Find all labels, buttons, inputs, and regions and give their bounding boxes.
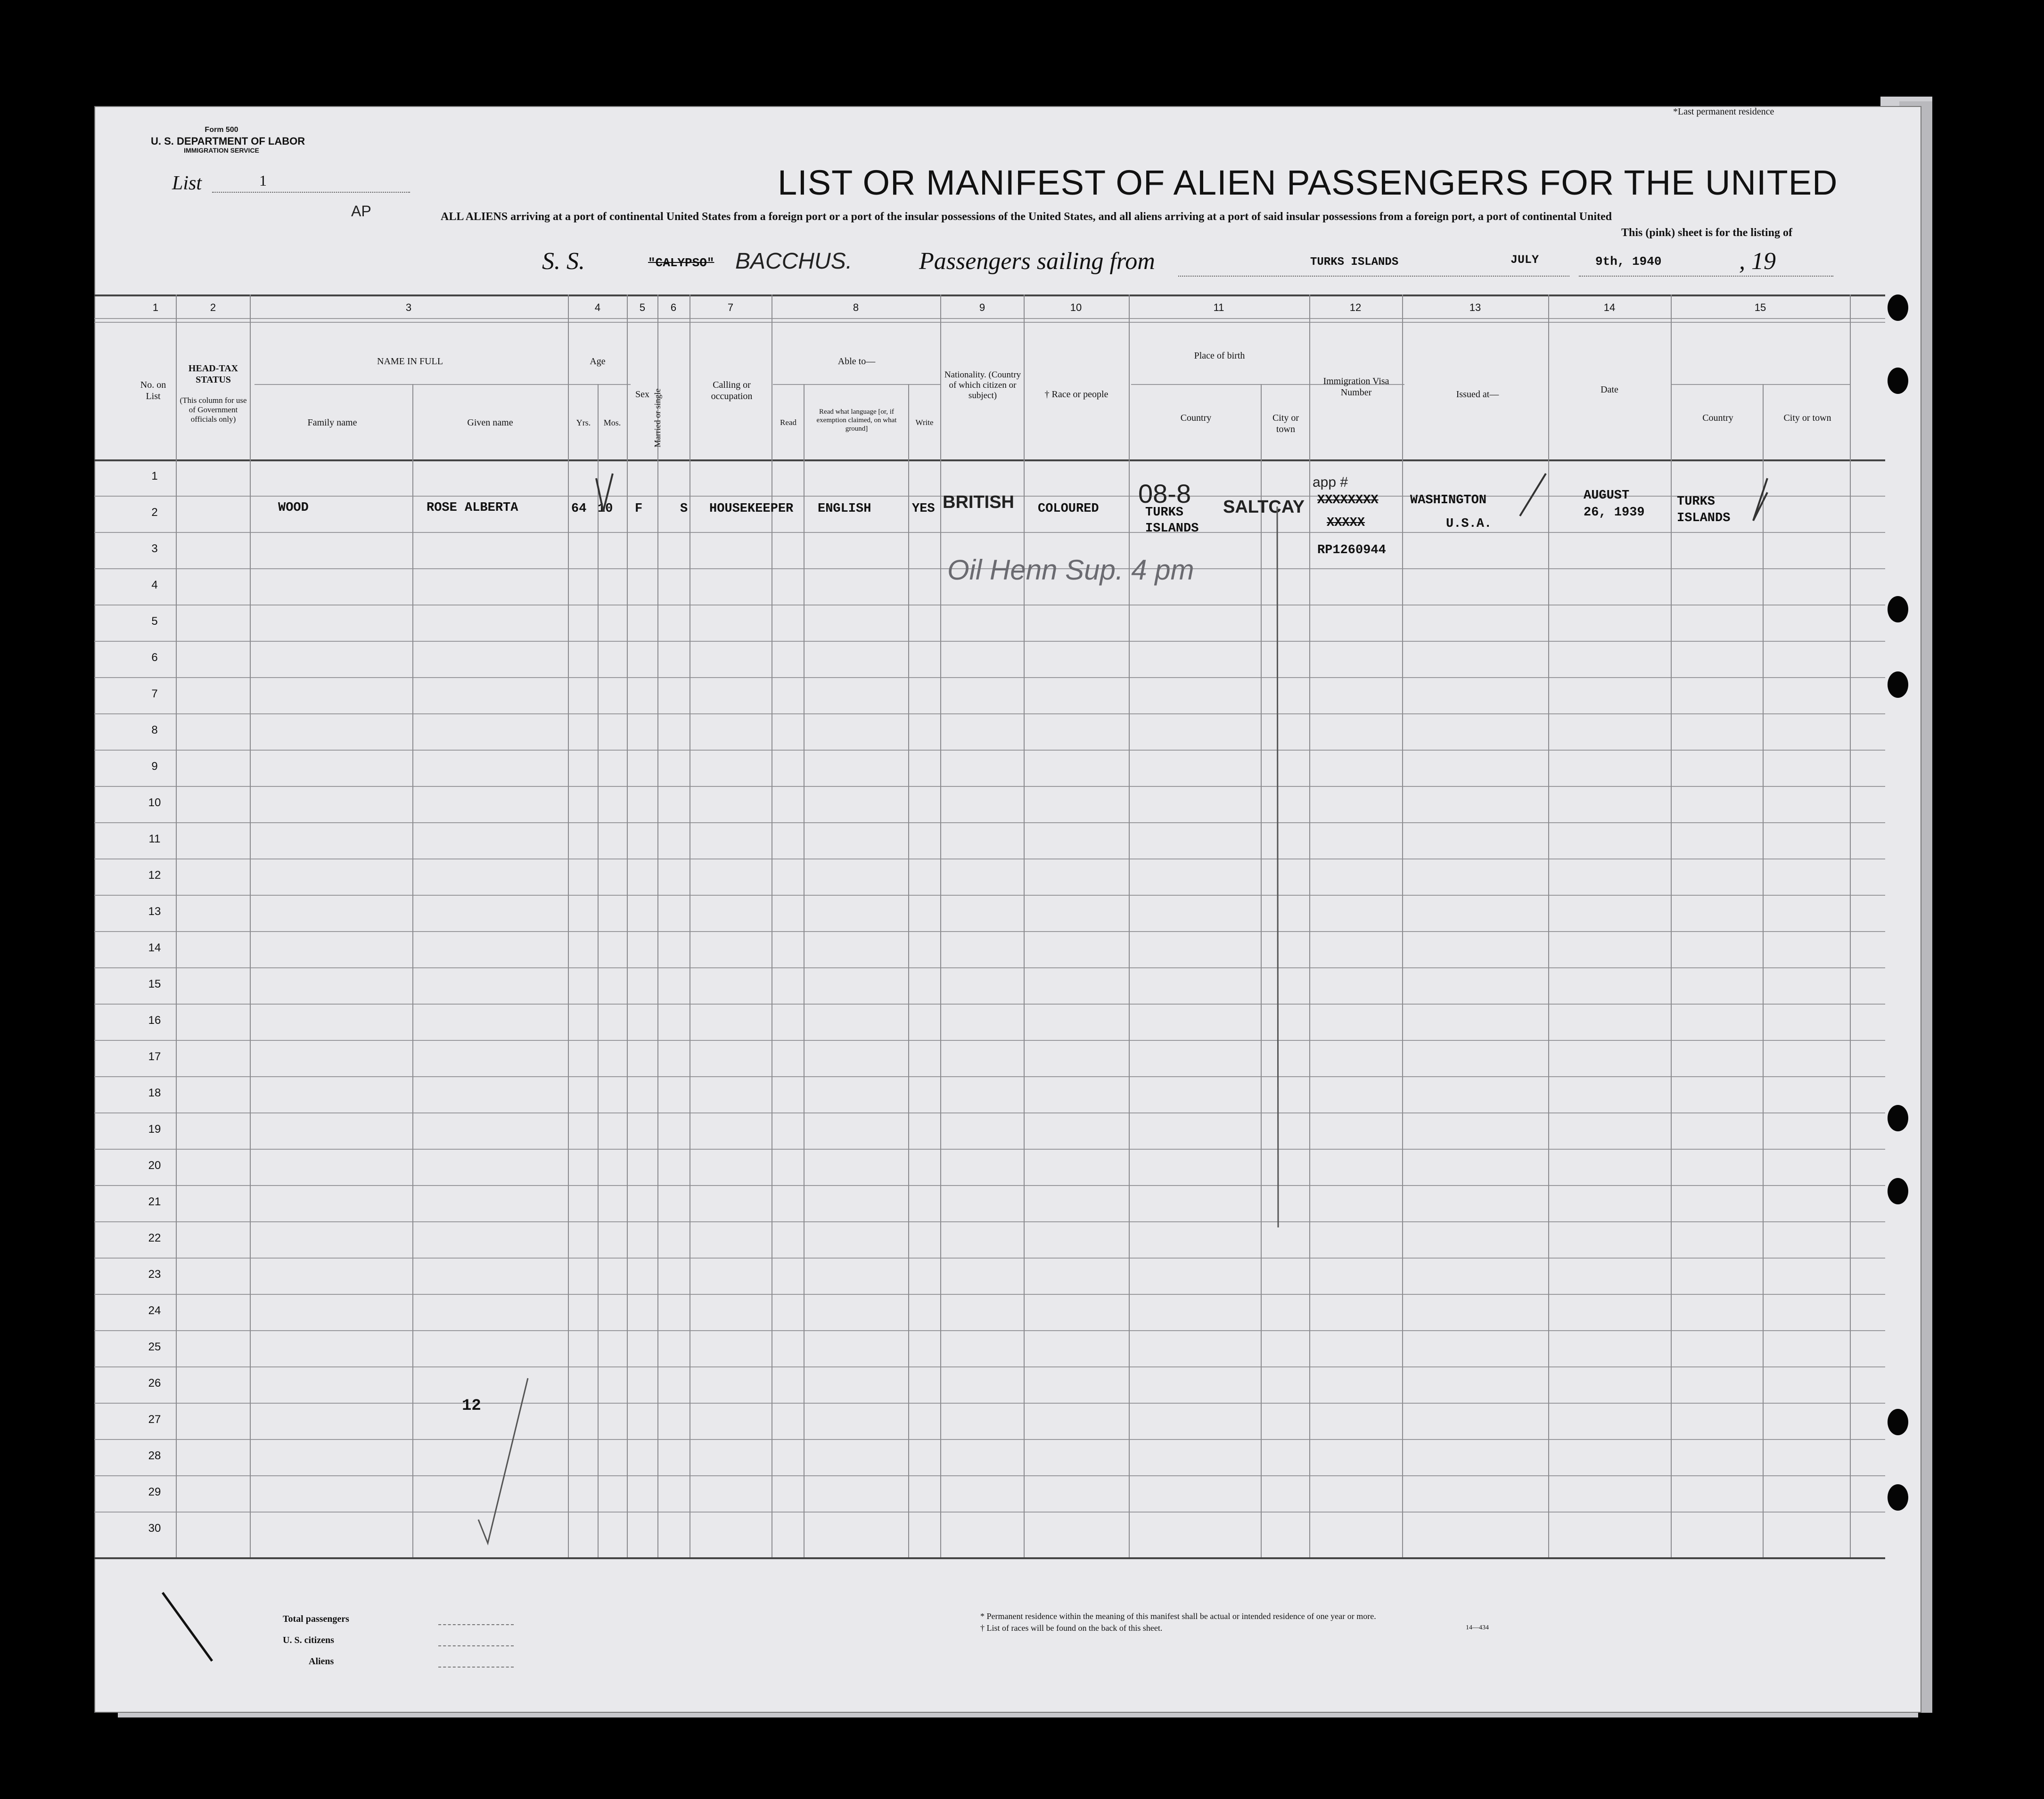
row-number: 1 [151,470,158,482]
ship-name: BACCHUS. [735,249,853,274]
header-last-residence: *Last permanent residence [1673,106,1774,117]
handwritten-visa-note: app # [1313,474,1348,490]
header-read-language: Read what language [or, if exemption claimed, on what ground] [816,408,897,433]
entry-sex: F [635,502,643,516]
entry-issued-1: WASHINGTON [1410,493,1487,507]
entry-res-2: ISLANDS [1677,511,1731,525]
entry-age-mos: 10 [598,502,613,516]
punch-hole [1888,1484,1908,1511]
subtitle-line2: This (pink) sheet is for the listing of [1621,227,1792,239]
entry-res-1: TURKS [1677,495,1716,509]
row-number: 26 [148,1377,161,1390]
entry-visa-struck-1: XXXXXXXX [1317,493,1379,507]
header-family-name: Family name [307,417,357,428]
header-sex: Sex [635,389,649,400]
footer-us-citizens: U. S. citizens [283,1635,334,1645]
row-number: 15 [148,978,161,990]
entry-occupation: HOUSEKEEPER [709,502,794,516]
header-calling: Calling or occupation [711,380,753,401]
header-no-on-list: No. on List [140,380,166,401]
colnum-15: 15 [1754,302,1766,313]
header-res-country: Country [1702,413,1733,423]
colnum-10: 10 [1070,302,1082,313]
row-number: 9 [151,760,158,773]
punch-hole [1888,294,1908,321]
row-number: 10 [148,796,161,809]
header-place-of-birth: Place of birth [1194,351,1245,361]
header-birth-city: City or town [1272,413,1299,434]
footer-aliens-line [438,1667,514,1668]
entry-race: COLOURED [1038,502,1099,516]
punch-hole [1888,596,1908,622]
entry-issued-2: U.S.A. [1446,517,1492,531]
row-number: 23 [148,1268,161,1281]
colnum-14: 14 [1603,302,1616,313]
row-number: 11 [148,833,161,845]
row-number: 14 [148,941,161,954]
row-number: 2 [151,506,158,519]
header-head-tax: HEAD-TAX STATUS [188,363,238,385]
header-name-in-full: NAME IN FULL [377,356,443,367]
header-given-name: Given name [467,417,513,428]
header-married: Married or single [653,388,662,448]
row-number: 21 [148,1195,161,1208]
subtitle-line1: ALL ALIENS arriving at a port of continental United States from a foreign port or a port of the insular possessions of the United States, and all aliens arriving at a port of said insular possessions from a foreign port, a port of continental United [441,211,1612,223]
row-number: 17 [148,1050,161,1063]
footer-total-passengers: Total passengers [283,1614,349,1624]
entry-language: ENGLISH [818,502,871,516]
punch-hole [1888,368,1908,394]
header-head-tax-note: (This column for use of Government officials only) [180,396,247,424]
colnum-3: 3 [405,302,412,313]
entry-age-yrs: 64 [571,502,587,516]
row-number: 20 [148,1159,161,1172]
header-write: Write [915,418,934,427]
footer-aliens: Aliens [309,1656,334,1667]
row-number: 24 [148,1304,161,1317]
row-number: 6 [151,651,158,664]
header-able-to: Able to— [837,356,876,367]
colnum-1: 1 [152,302,159,313]
row-number: 19 [148,1123,161,1136]
entry-visa-number: RP1260944 [1317,543,1386,557]
service: IMMIGRATION SERVICE [184,147,259,154]
row-number: 25 [148,1341,161,1353]
footer-note-1: * Permanent residence within the meaning of this manifest shall be actual or intended residence of one year or more. [980,1611,1376,1621]
form-number: Form 500 [205,126,238,134]
header-mos: Mos. [603,418,621,427]
footer-citizens-line [438,1645,514,1646]
entry-write: YES [912,502,935,516]
row-number: 27 [148,1413,161,1426]
ss-label: S. S. [542,248,585,275]
row-number: 28 [148,1449,161,1462]
punch-hole [1888,671,1908,698]
sailing-label: Passengers sailing from [919,248,1155,275]
colnum-8: 8 [853,302,859,313]
row-number: 12 [148,869,161,882]
header-read: Read [780,418,796,427]
entry-birth-country-1: TURKS [1145,506,1184,520]
entry-nationality: BRITISH [943,492,1014,512]
row-number: 4 [151,579,158,591]
entry-birth-city: SALTCAY [1223,497,1305,517]
manifest-sheet [94,106,1921,1713]
punch-hole [1888,1105,1908,1131]
ship-struck: "CALYPSO" [648,256,714,270]
row-number: 18 [148,1087,161,1099]
row-number: 30 [148,1522,161,1535]
colnum-4: 4 [594,302,601,313]
list-number: 1 [259,172,267,189]
entry-visa-struck-2: XXXXX [1327,516,1365,530]
handwritten-tally: 12 [462,1397,481,1415]
punch-hole [1888,1178,1908,1204]
list-label: List [172,172,202,194]
row-number: 3 [151,542,158,555]
colnum-5: 5 [639,302,646,313]
header-birth-country: Country [1180,413,1212,423]
port: TURKS ISLANDS [1310,256,1399,269]
row-number: 5 [151,615,158,628]
corner-stroke [163,1593,212,1661]
footer-code: 14—434 [1466,1624,1489,1631]
entry-date-2: 26, 1939 [1584,506,1645,520]
department: U. S. DEPARTMENT OF LABOR [151,135,305,147]
header-yrs: Yrs. [576,418,591,427]
entry-given-name: ROSE ALBERTA [427,501,518,515]
tally-check [478,1378,528,1543]
header-nationality: Nationality. (Country of which citizen or subject) [944,370,1021,401]
mark: AP [351,203,371,220]
footer-note-2: † List of races will be found on the back of this sheet. [980,1623,1163,1633]
header-visa: Immigration Visa Number [1323,376,1389,398]
header-res-city: City or town [1783,413,1831,423]
row-number: 22 [148,1232,161,1244]
colnum-12: 12 [1349,302,1362,313]
pen-marks [94,106,1921,1713]
footer-total-line [438,1624,514,1625]
punch-hole [1888,1409,1908,1435]
date-day: 9th, 1940 [1595,254,1662,269]
vertical-pen-line [1277,507,1278,1227]
row-number: 8 [151,724,158,736]
date-month: JULY [1510,253,1539,267]
row-number: 7 [151,687,158,700]
handwritten-birth-code: 08-8 [1138,479,1191,508]
page-title: LIST OR MANIFEST OF ALIEN PASSENGERS FOR THE UNITED [778,163,1838,202]
year-label: , 19 [1739,248,1776,275]
slash-mark [1520,474,1546,516]
row-number: 16 [148,1014,161,1027]
res-mark [1753,478,1767,521]
row-number: 29 [148,1486,161,1498]
colnum-11: 11 [1213,302,1224,313]
handwritten-note-row3: Oil Henn Sup. 4 pm [947,554,1194,586]
header-date: Date [1601,384,1618,395]
check-mark-age [596,474,613,511]
header-issued-at: Issued at— [1456,389,1499,400]
colnum-6: 6 [670,302,677,313]
header-race: † Race or people [1044,389,1108,400]
header-age: Age [590,356,606,367]
row-number: 13 [148,905,161,918]
colnum-9: 9 [979,302,985,313]
entry-birth-country-2: ISLANDS [1145,522,1199,536]
entry-family-name: WOOD [278,501,309,515]
colnum-2: 2 [210,302,216,313]
colnum-13: 13 [1469,302,1481,313]
entry-date-1: AUGUST [1584,489,1630,503]
colnum-7: 7 [727,302,734,313]
entry-marital: S [680,502,688,516]
